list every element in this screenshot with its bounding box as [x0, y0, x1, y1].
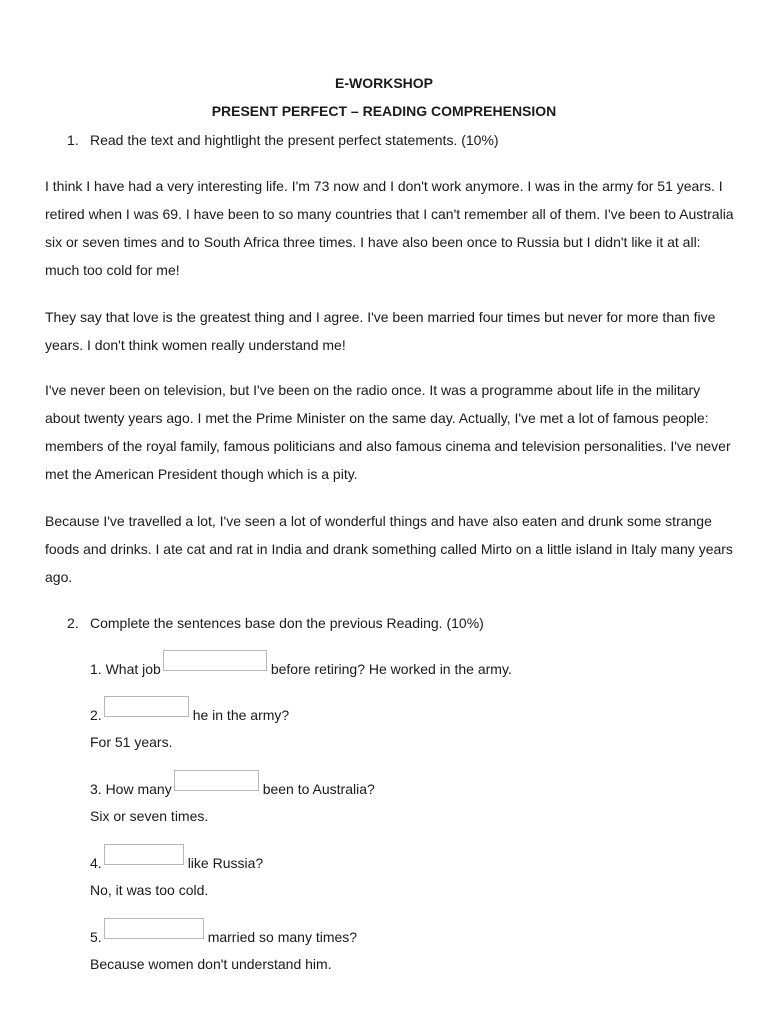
question-3-suffix: been to Australia? [262, 781, 375, 797]
question-5-answer-field[interactable] [104, 918, 204, 939]
question-2 [90, 704, 289, 725]
question-5-suffix: married so many times? [207, 929, 358, 945]
question-3-prefix: 3. How many [90, 781, 172, 797]
question-3-answer-field[interactable] [174, 770, 259, 791]
task1-text: Read the text and hightlight the present perfect statements. (10%) [90, 132, 499, 148]
question-2-answer-field[interactable] [104, 696, 189, 717]
question-1-answer-field[interactable] [163, 650, 267, 671]
question-3 [90, 778, 375, 799]
reading-paragraph-2: They say that love is the greatest thing and I agree. I've been married four times but never for more than five years. I don't think women really understand me! [45, 309, 716, 353]
question-1-suffix: before retiring? He worked in the army. [270, 661, 512, 677]
question-4-response: No, it was too cold. [90, 882, 209, 898]
question-4 [90, 852, 263, 873]
task2-number: 2. [67, 615, 79, 631]
task2-text: Complete the sentences base don the previous Reading. (10%) [90, 615, 484, 631]
reading-paragraph-4: Because I've travelled a lot, I've seen a lot of wonderful things and have also eaten and drunk some strange foods and drinks. I ate cat and rat in India and drank something called Mirto on a little island in Italy many years ago. [45, 513, 733, 585]
worksheet-title: E-WORKSHOP [335, 75, 433, 91]
question-2-prefix: 2. [90, 707, 102, 723]
worksheet-subtitle: PRESENT PERFECT – READING COMPREHENSION [211, 103, 557, 119]
task1-instruction [67, 130, 499, 150]
reading-paragraph-3: I've never been on television, but I've been on the radio once. It was a programme about life in the military about twenty years ago. I met the Prime Minister on the same day. Actually, I've met a lot of famous people: members of the royal family, famous politicians and also famous cinema and television personalities. I've never met the American President though which is a pity. [45, 382, 731, 482]
question-2-suffix: he in the army? [192, 707, 290, 723]
reading-paragraph-1: I think I have had a very interesting life. I'm 73 now and I don't work anymore. I was in the army for 51 years. I retired when I was 69. I have been to so many countries that I can't remember all of them. I've been to Australia six or seven times and to South Africa three times. I have also been once to Russia but I didn't like it at all: much too cold for me! [45, 178, 734, 278]
task1-number: 1. [67, 132, 79, 148]
question-5 [90, 926, 357, 947]
question-3-response: Six or seven times. [90, 808, 209, 824]
question-4-suffix: like Russia? [187, 855, 264, 871]
question-5-response: Because women don't understand him. [90, 956, 332, 972]
task2-instruction [67, 613, 484, 633]
question-2-response: For 51 years. [90, 734, 173, 750]
question-4-answer-field[interactable] [104, 844, 184, 865]
question-1 [90, 658, 512, 679]
question-5-prefix: 5. [90, 929, 102, 945]
question-4-prefix: 4. [90, 855, 102, 871]
question-1-prefix: 1. What job [90, 661, 161, 677]
